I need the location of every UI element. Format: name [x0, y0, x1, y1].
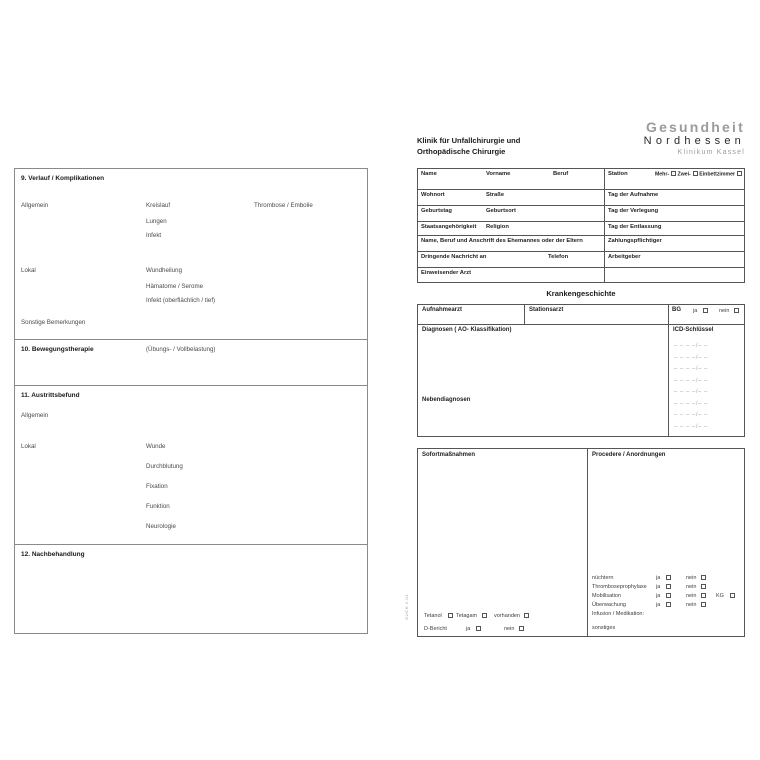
label-icd-schluessel: ICD-Schlüssel: [673, 327, 714, 333]
section-12-title: 12. Nachbehandlung: [21, 551, 85, 558]
table-row: [418, 169, 744, 189]
label-zweibettzimmer: Zwei-: [677, 171, 691, 178]
label-lokal: Lokal: [21, 443, 36, 450]
label-wohnort: Wohnort: [421, 192, 445, 198]
label-haematome-serome: Hämatome / Serome: [146, 283, 204, 290]
cell-wohnort-strasse: [418, 190, 604, 205]
ueberwachung-nein-checkbox[interactable]: [701, 602, 706, 607]
icd-code-line: – – – –/– –: [674, 343, 708, 349]
label-d-bericht: D-Bericht: [424, 626, 447, 632]
table-row: [418, 189, 744, 205]
tetagam-checkbox[interactable]: [482, 613, 487, 618]
label-sonstige-bemerkungen: Sonstige Bemerkungen: [21, 319, 86, 326]
label-tag-der-aufnahme: Tag der Aufnahme: [608, 192, 659, 198]
table-row: [418, 267, 744, 282]
label-nuechtern: nüchtern: [592, 575, 614, 581]
label-nein: nein: [719, 308, 730, 314]
label-vorname: Vorname: [486, 171, 511, 177]
label-einbettzimmer: Einbettzimmer: [699, 171, 735, 178]
cell-zahlungspflichtiger: [604, 236, 744, 251]
clinic-name-line2: Orthopädische Chirurgie: [417, 147, 506, 156]
sofortmassnahmen-cell: [418, 449, 588, 636]
label-ja: ja: [656, 575, 661, 581]
label-uebungs-vollbelastung: (Übungs- / Vollbelastung): [146, 346, 216, 353]
icd-code-line: – – – –/– –: [674, 423, 708, 430]
section-austrittsbefund: [15, 385, 367, 544]
cell-bg: [669, 305, 744, 324]
cell-aufnahmearzt: [418, 305, 525, 324]
clinic-name: [417, 135, 520, 157]
label-telefon: Telefon: [548, 254, 569, 260]
clinic-name-line1: Klinik für Unfallchirurgie und: [417, 136, 521, 145]
section-verlauf-komplikationen: [15, 169, 367, 339]
label-tag-der-verlegung: Tag der Verlegung: [608, 208, 659, 214]
label-einweisender-arzt: Einweisender Arzt: [421, 270, 472, 276]
label-ueberwachung: Überwachung: [592, 602, 626, 608]
label-durchblutung: Durchblutung: [146, 463, 183, 470]
mobilisation-ja-checkbox[interactable]: [666, 593, 671, 598]
label-lungen: Lungen: [146, 218, 167, 225]
nuechtern-ja-checkbox[interactable]: [666, 575, 671, 580]
zimmer-options: [655, 171, 742, 178]
label-tetanol: Tetanol: [424, 613, 442, 619]
einbettzimmer-checkbox[interactable]: [737, 171, 742, 176]
label-ja: ja: [466, 626, 471, 632]
label-ja: ja: [656, 602, 661, 608]
logo-gesundheit: Gesundheit: [645, 119, 745, 135]
label-infekt-oberflaechlich-tief: Infekt (oberflächlich / tief): [146, 297, 216, 304]
tetanol-checkbox[interactable]: [448, 613, 453, 618]
thromboseprophylaxe-ja-checkbox[interactable]: [666, 584, 671, 589]
d-bericht-ja-checkbox[interactable]: [476, 626, 481, 631]
label-vorhanden: vorhanden: [494, 613, 520, 619]
label-sonstiges: sonstiges: [592, 625, 616, 631]
cell-einweisender-arzt: [418, 268, 604, 282]
table-row: [418, 221, 744, 235]
label-nebendiagnosen: Nebendiagnosen: [422, 397, 471, 403]
table-row: [418, 205, 744, 221]
label-zahlungspflichtiger: Zahlungspflichtiger: [608, 238, 662, 244]
label-staatsangehoerigkeit: Staatsangehörigkeit: [421, 224, 477, 230]
table-row: [418, 251, 744, 267]
d-bericht-nein-checkbox[interactable]: [519, 626, 524, 631]
cell-arbeitgeber: [604, 252, 744, 267]
label-ja: ja: [656, 593, 661, 599]
label-infusion-medikation: Infusion / Medikation:: [592, 611, 644, 617]
form-code-vertical: KUCH 2.01: [404, 594, 409, 620]
label-geburtsort: Geburtsort: [486, 208, 516, 214]
ueberwachung-ja-checkbox[interactable]: [666, 602, 671, 607]
section-nachbehandlung: [15, 544, 367, 633]
label-thromboseprophylaxe: Thromboseprophylaxe: [592, 584, 647, 590]
bg-nein-checkbox[interactable]: [734, 308, 739, 313]
label-procedere-anordnungen: Procedere / Anordnungen: [592, 452, 666, 458]
sofortmassnahmen-procedere-box: [417, 448, 745, 637]
icd-code-line: – – – –/– –: [674, 389, 708, 395]
label-nein: nein: [686, 602, 697, 608]
logo-klinikum-kassel: Klinikum Kassel: [677, 149, 745, 156]
table-row: [418, 325, 744, 436]
cell-name-vorname-beruf: [418, 169, 604, 189]
label-nein: nein: [686, 575, 697, 581]
label-nein: nein: [504, 626, 515, 632]
label-stationsarzt: Stationsarzt: [529, 307, 564, 313]
label-station: Station: [608, 171, 628, 177]
label-arbeitgeber: Arbeitgeber: [608, 254, 641, 260]
cell-empty: [604, 268, 744, 282]
mehrbettzimmer-checkbox[interactable]: [671, 171, 676, 176]
label-name: Name: [421, 171, 437, 177]
icd-code-line: – – – –/– –: [674, 377, 708, 384]
section-11-title: 11. Austrittsbefund: [21, 392, 80, 399]
icd-code-line: – – – –/– –: [674, 366, 708, 372]
zweibettzimmer-checkbox[interactable]: [693, 171, 698, 176]
gesundheit-nordhessen-logo: [644, 120, 745, 158]
label-tag-der-entlassung: Tag der Entlassung: [608, 224, 662, 230]
label-wunde: Wunde: [146, 443, 166, 450]
label-aufnahmearzt: Aufnahmearzt: [422, 307, 463, 313]
label-religion: Religion: [486, 224, 509, 230]
cell-tag-der-verlegung: [604, 206, 744, 221]
diagnosen-box: [418, 325, 669, 436]
icd-schluessel-column: [669, 325, 744, 436]
nuechtern-nein-checkbox[interactable]: [701, 575, 706, 580]
label-sofortmassnahmen: Sofortmaßnahmen: [422, 452, 476, 458]
label-kreislauf: Kreislauf: [146, 202, 171, 209]
label-geburtstag: Geburtstag: [421, 208, 452, 214]
section-9-title: 9. Verlauf / Komplikationen: [21, 175, 105, 182]
cell-dringende-nachricht: [418, 252, 604, 267]
label-nein: nein: [686, 593, 697, 599]
bg-ja-checkbox[interactable]: [703, 308, 708, 313]
cell-staatsangehoerigkeit-religion: [418, 222, 604, 235]
thromboseprophylaxe-nein-checkbox[interactable]: [701, 584, 706, 589]
label-lokal: Lokal: [21, 267, 36, 274]
procedere-cell: [588, 449, 744, 636]
label-mehrbettzimmer: Mehr-: [654, 171, 670, 178]
mobilisation-nein-checkbox[interactable]: [701, 593, 706, 598]
label-funktion: Funktion: [146, 503, 170, 510]
label-strasse: Straße: [486, 192, 505, 198]
cell-ehemann-eltern: [418, 236, 604, 251]
label-ja: ja: [693, 308, 698, 314]
icd-code-line: – – – –/– –: [674, 412, 708, 418]
cell-geburtstag-geburtsort: [418, 206, 604, 221]
label-wundheilung: Wundheilung: [146, 267, 183, 274]
left-form-page: [14, 168, 368, 634]
label-diagnosen-ao-klassifikation: Diagnosen ( AO- Klassifikation): [422, 327, 512, 333]
table-row: [418, 235, 744, 251]
label-bg: BG: [672, 307, 681, 313]
krankengeschichte-box: [417, 304, 745, 437]
icd-code-line: – – – –/– –: [674, 354, 708, 361]
table-row: [418, 305, 744, 325]
kg-checkbox[interactable]: [730, 593, 735, 598]
label-fixation: Fixation: [146, 483, 168, 490]
label-ehemann-eltern: Name, Beruf und Anschrift des Ehemannes oder der Eltern: [421, 238, 583, 244]
krankengeschichte-heading: Krankengeschichte: [546, 289, 616, 298]
patient-data-table: [417, 168, 745, 283]
label-tetagam: Tetagam: [456, 613, 478, 619]
cell-tag-der-entlassung: [604, 222, 744, 235]
logo-nordhessen: Nordhessen: [643, 135, 745, 147]
cell-tag-der-aufnahme: [604, 190, 744, 205]
vorhanden-checkbox[interactable]: [524, 613, 529, 618]
label-mobilisation: Mobilisation: [592, 593, 622, 599]
label-kg: KG: [716, 593, 724, 599]
section-10-title: 10. Bewegungstherapie: [21, 346, 94, 353]
cell-stationsarzt: [525, 305, 669, 324]
label-thrombose-embolie: Thrombose / Embolie: [254, 202, 313, 209]
label-nein: nein: [686, 584, 697, 590]
label-allgemein: Allgemein: [21, 202, 49, 209]
label-beruf: Beruf: [553, 171, 569, 177]
label-ja: ja: [656, 584, 661, 590]
label-dringende-nachricht-an: Dringende Nachricht an: [421, 254, 487, 260]
icd-code-line: – – – –/– –: [674, 400, 708, 407]
label-infekt: Infekt: [146, 232, 162, 239]
label-allgemein: Allgemein: [21, 412, 49, 419]
cell-station-zimmer: [604, 169, 744, 189]
label-neurologie: Neurologie: [146, 523, 176, 530]
section-bewegungstherapie: [15, 339, 367, 385]
